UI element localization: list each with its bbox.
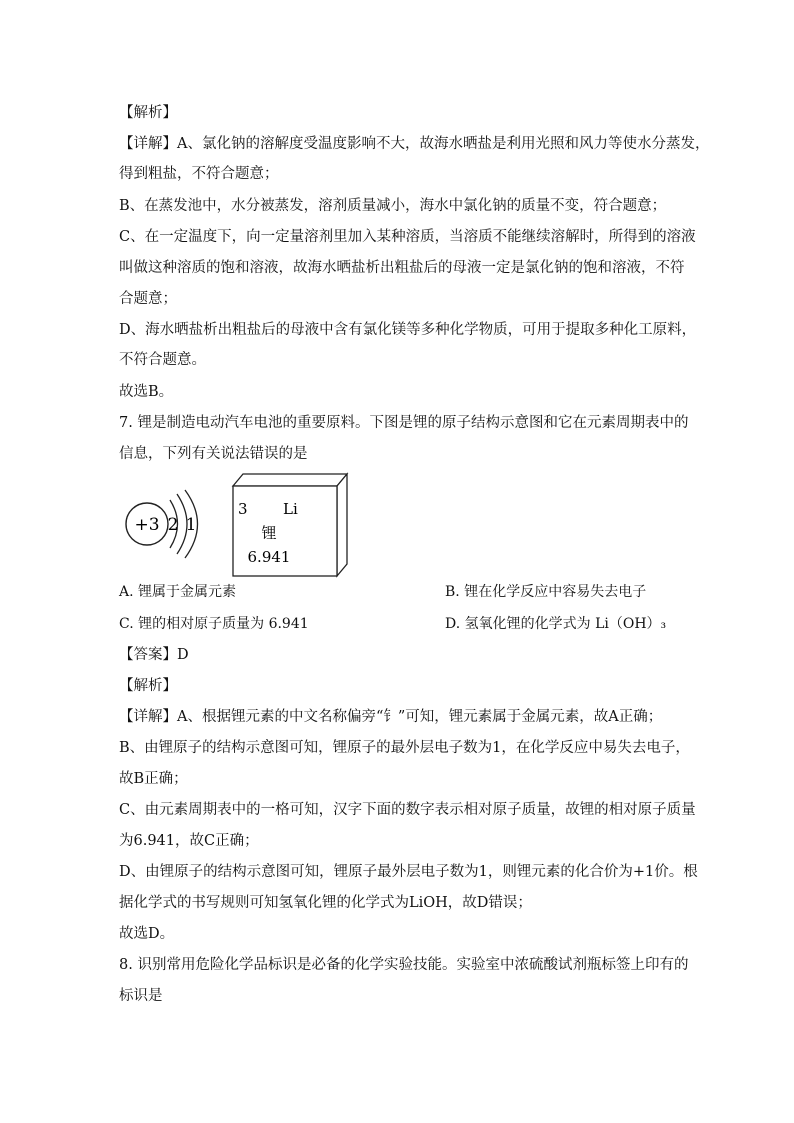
line-2: 【详解】A、氯化钠的溶解度受温度影响不大，故海水晒盐是利用光照和风力等使水分蒸发， bbox=[119, 136, 710, 152]
detail-line-4: C、由元素周期表中的一格可知，汉字下面的数字表示相对原子质量，故锂的相对原子质量 bbox=[119, 802, 696, 818]
question-7-line-1: 7. 锂是制造电动汽车电池的重要原料。下图是锂的原子结构示意图和它在元素周期表中的 bbox=[119, 415, 689, 431]
shell-1-electrons: 2 bbox=[167, 515, 179, 535]
atomic-mass: 6.941 bbox=[247, 548, 291, 566]
lithium-figure bbox=[115, 468, 375, 578]
detail-line-1: 【详解】A、根据锂元素的中文名称偏旁“钅”可知，锂元素属于金属元素，故A正确； bbox=[119, 709, 663, 725]
detail-line-3: 故B正确； bbox=[119, 771, 188, 787]
element-name: 锂 bbox=[261, 524, 277, 542]
cube-side bbox=[337, 474, 347, 576]
line-1: 【解析】 bbox=[119, 105, 177, 121]
line-7: 合题意； bbox=[119, 291, 177, 307]
line-4: B、在蒸发池中，水分被蒸发，溶剂质量减小，海水中氯化钠的质量不变，符合题意； bbox=[119, 198, 667, 214]
atomic-number: 3 bbox=[238, 500, 248, 518]
detail-line-6: D、由锂原子的结构示意图可知，锂原子最外层电子数为1，则锂元素的化合价为+1价。根 bbox=[119, 864, 698, 880]
option-c: C. 锂的相对原子质量为 6.941 bbox=[119, 616, 309, 632]
shell-2-electrons: 1 bbox=[185, 515, 197, 535]
question-7-line-2: 信息，下列有关说法错误的是 bbox=[119, 446, 308, 462]
nucleus-charge: +3 bbox=[134, 515, 160, 535]
line-8: D、海水晒盐析出粗盐后的母液中含有氯化镁等多种化学物质，可用于提取多种化工原料， bbox=[119, 322, 697, 338]
element-symbol: Li bbox=[283, 500, 298, 518]
detail-line-7: 据化学式的书写规则可知氢氧化锂的化学式为LiOH，故D错误； bbox=[119, 895, 532, 911]
lithium-diagram-svg bbox=[115, 468, 375, 578]
line-5: C、在一定温度下，向一定量溶剂里加入某种溶质，当溶质不能继续溶解时，所得到的溶液 bbox=[119, 229, 696, 245]
option-a: A. 锂属于金属元素 bbox=[119, 584, 237, 600]
detail-line-2: B、由锂原子的结构示意图可知，锂原子的最外层电子数为1，在化学反应中易失去电子， bbox=[119, 740, 690, 756]
detail-line-8: 故选D。 bbox=[119, 926, 175, 942]
question-8-line-2: 标识是 bbox=[119, 988, 163, 1004]
option-b: B. 锂在化学反应中容易失去电子 bbox=[445, 584, 647, 600]
question-8-line-1: 8. 识别常用危险化学品标识是必备的化学实验技能。实验室中浓硫酸试剂瓶标签上印有的 bbox=[119, 957, 689, 973]
line-10: 故选B。 bbox=[119, 384, 174, 400]
detail-line-5: 为6.941，故C正确； bbox=[119, 833, 259, 849]
analysis-header: 【解析】 bbox=[119, 678, 177, 694]
line-9: 不符合题意。 bbox=[119, 352, 206, 368]
line-3: 得到粗盐，不符合题意； bbox=[119, 166, 279, 182]
line-6: 叫做这种溶质的饱和溶液，故海水晒盐析出粗盐后的母液一定是氯化钠的饱和溶液，不符 bbox=[119, 260, 685, 276]
cube-top bbox=[233, 474, 347, 486]
option-d: D. 氢氧化锂的化学式为 Li（OH）₃ bbox=[445, 616, 667, 632]
answer-line: 【答案】D bbox=[119, 647, 189, 663]
